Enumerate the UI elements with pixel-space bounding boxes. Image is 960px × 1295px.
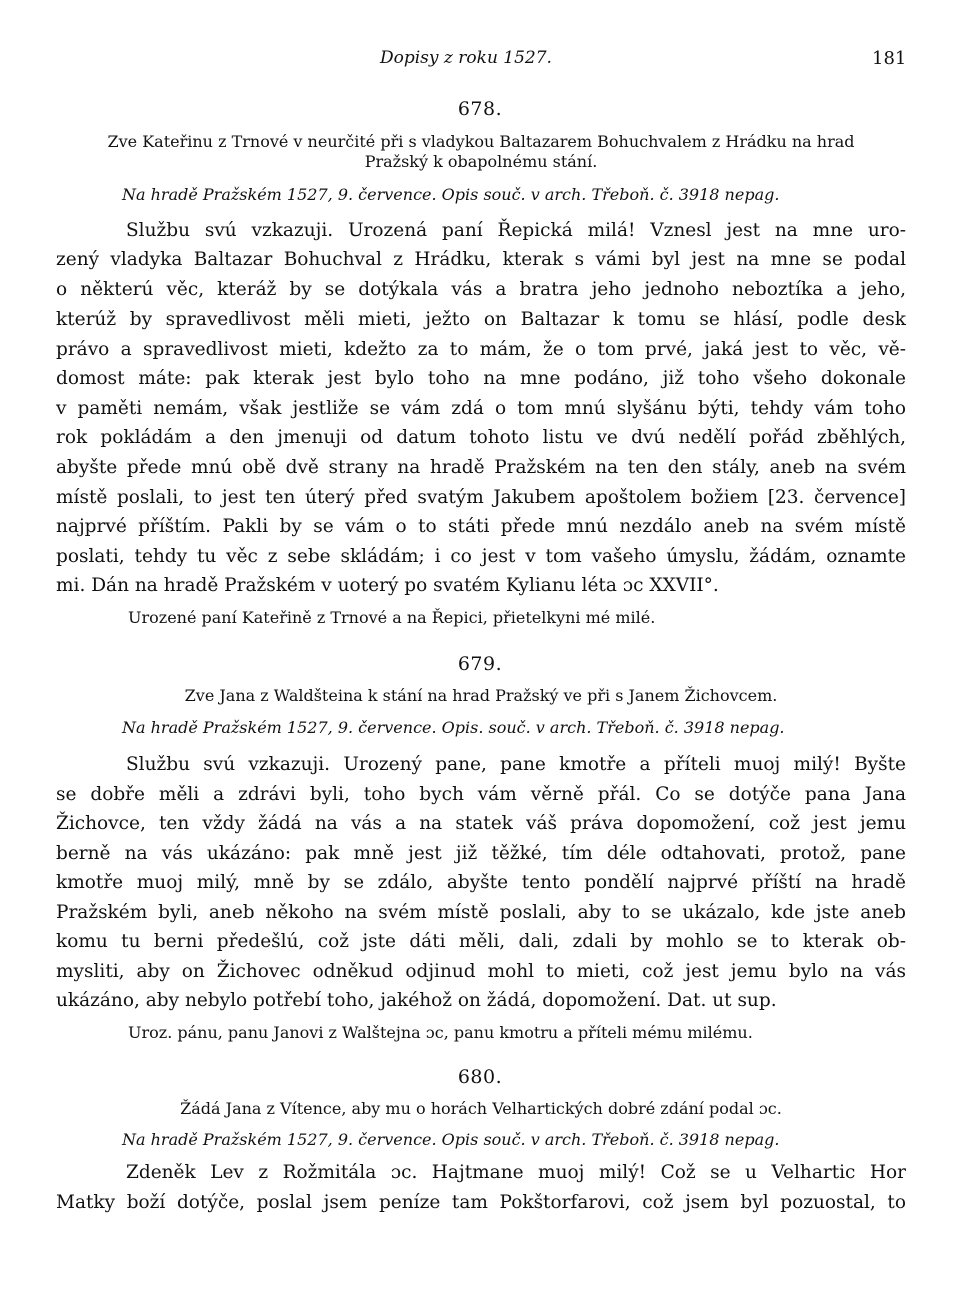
letter-number: 680. xyxy=(457,1066,503,1088)
text-line: Službu svú vzkazuji. Urozená paní Řepická milá! Vznesl jest na mne uro- xyxy=(126,220,906,241)
text-line: kterúž by spravedlivost měli mieti, ježto on Baltazar k tomu se hlásí, podle desk xyxy=(56,309,906,330)
letter-summary xyxy=(46,686,916,706)
summary-line: Zve Kateřinu z Trnové v neurčité při s vladykou Baltazarem Bohuchvalem z Hrádku na hrad xyxy=(107,132,855,151)
source-note: Na hradě Pražském 1527, 9. července. Opis souč. v arch. Třeboň. č. 3918 nepag. xyxy=(122,1130,780,1149)
letter-address: Uroz. pánu, panu Janovi z Walštejna ɔc, panu kmotru a příteli mému milému. xyxy=(128,1023,753,1042)
text-line: kmotře muoj milý, mně by se zdálo, abyšte tento pondělí najprvé příští na hradě xyxy=(56,872,906,893)
letter-summary xyxy=(46,1099,916,1119)
text-line: Zdeněk Lev z Rožmitála ɔc. Hajtmane muoj milý! Což se u Velhartic Hor xyxy=(126,1162,906,1183)
text-line: berně na vás ukázáno: pak mně jest již těžké, tím déle odtahovati, protož, pane xyxy=(56,843,906,864)
text-line: v paměti nemám, však jestliže se vám zdá o tom mnú slyšánu býti, tehdy vám toho xyxy=(56,398,906,419)
text-line: poslati, tehdy tu věc z sebe skládám; i co jest v tom vašeho úmyslu, žádám, oznamte xyxy=(56,546,906,567)
text-line: rok pokládám a den jmenuji od datum tohoto listu ve dvú nedělí pořád zběhlých, xyxy=(56,427,906,448)
text-line: abyšte přede mnú obě dvě strany na hradě Pražském na ten den stály, aneb na svém xyxy=(56,457,906,478)
text-line: se dobře měli a zdrávi byli, toho bych vám věrně přál. Co se dotýče pana Jana xyxy=(56,784,906,805)
text-line: najprvé příštím. Pakli by se vám o to státi přede mnú nezdálo aneb na svém místě xyxy=(56,516,906,537)
text-line: mysliti, aby on Žichovec odněkud odjinud mohl to mieti, což jest jemu bylo na vás xyxy=(56,961,906,982)
text-line: domost máte: pak kterak jest bylo toho na mne podáno, již toho všeho dokonale xyxy=(56,368,906,389)
text-line: Matky boží dotýče, poslal jsem peníze tam Pokštorfarovi, což jsem byl pozuostal, to xyxy=(56,1192,906,1213)
text-line: mi. Dán na hradě Pražském v uoterý po svatém Kylianu léta ɔc XXVII°. xyxy=(56,575,719,596)
summary-line: Zve Jana z Waldšteina k stání na hrad Pražský ve při s Janem Žichovcem. xyxy=(184,686,778,705)
letter-summary xyxy=(46,132,916,172)
page-number: 181 xyxy=(872,48,907,69)
summary-line: Žádá Jana z Vítence, aby mu o horách Velhartických dobré zdání podal ɔc. xyxy=(180,1099,782,1118)
running-title: Dopisy z roku 1527. xyxy=(380,48,552,68)
source-note: Na hradě Pražském 1527, 9. července. Opis souč. v arch. Třeboň. č. 3918 nepag. xyxy=(122,185,780,204)
text-line: Službu svú vzkazuji. Urozený pane, pane kmotře a příteli muoj milý! Byšte xyxy=(126,754,906,775)
text-line: o některú věc, kteráž by se dotýkala vás a bratra jeho jednoho neboztíka a jeho, xyxy=(56,279,906,300)
text-line: Žichovce, ten vždy žádá na vás a na statek váš práva dopomožení, což jest jemu xyxy=(56,813,906,834)
letter-address: Urozené paní Kateřině z Trnové a na Řepici, přietelkyni mé milé. xyxy=(128,608,656,627)
text-line: ukázáno, aby nebylo potřebí toho, jakéhož on žádá, dopomožení. Dat. ut sup. xyxy=(56,990,777,1011)
text-line: Pražském byli, aneb někoho na svém místě poslali, aby to se ukázalo, kde jste aneb xyxy=(56,902,906,923)
text-line: zený vladyka Baltazar Bohuchval z Hrádku, kterak s vámi byl jest na mne se podal xyxy=(56,249,906,270)
summary-line: Pražský k obapolnému stání. xyxy=(364,152,598,171)
text-line: právo a spravedlivost mieti, kdežto za to mám, že o tom prvé, jaká jest to věc, vě- xyxy=(56,339,906,360)
text-line: komu tu berni předešlú, což jste dáti měli, dali, zdali by mohlo se to kterak ob- xyxy=(56,931,906,952)
text-line: místě poslali, to jest ten úterý před svatým Jakubem apoštolem božiem [23. července] xyxy=(56,487,906,508)
letter-number: 679. xyxy=(457,653,503,675)
source-note: Na hradě Pražském 1527, 9. července. Opis. souč. v arch. Třeboň. č. 3918 nepag. xyxy=(122,718,785,737)
letter-number: 678. xyxy=(457,98,503,120)
